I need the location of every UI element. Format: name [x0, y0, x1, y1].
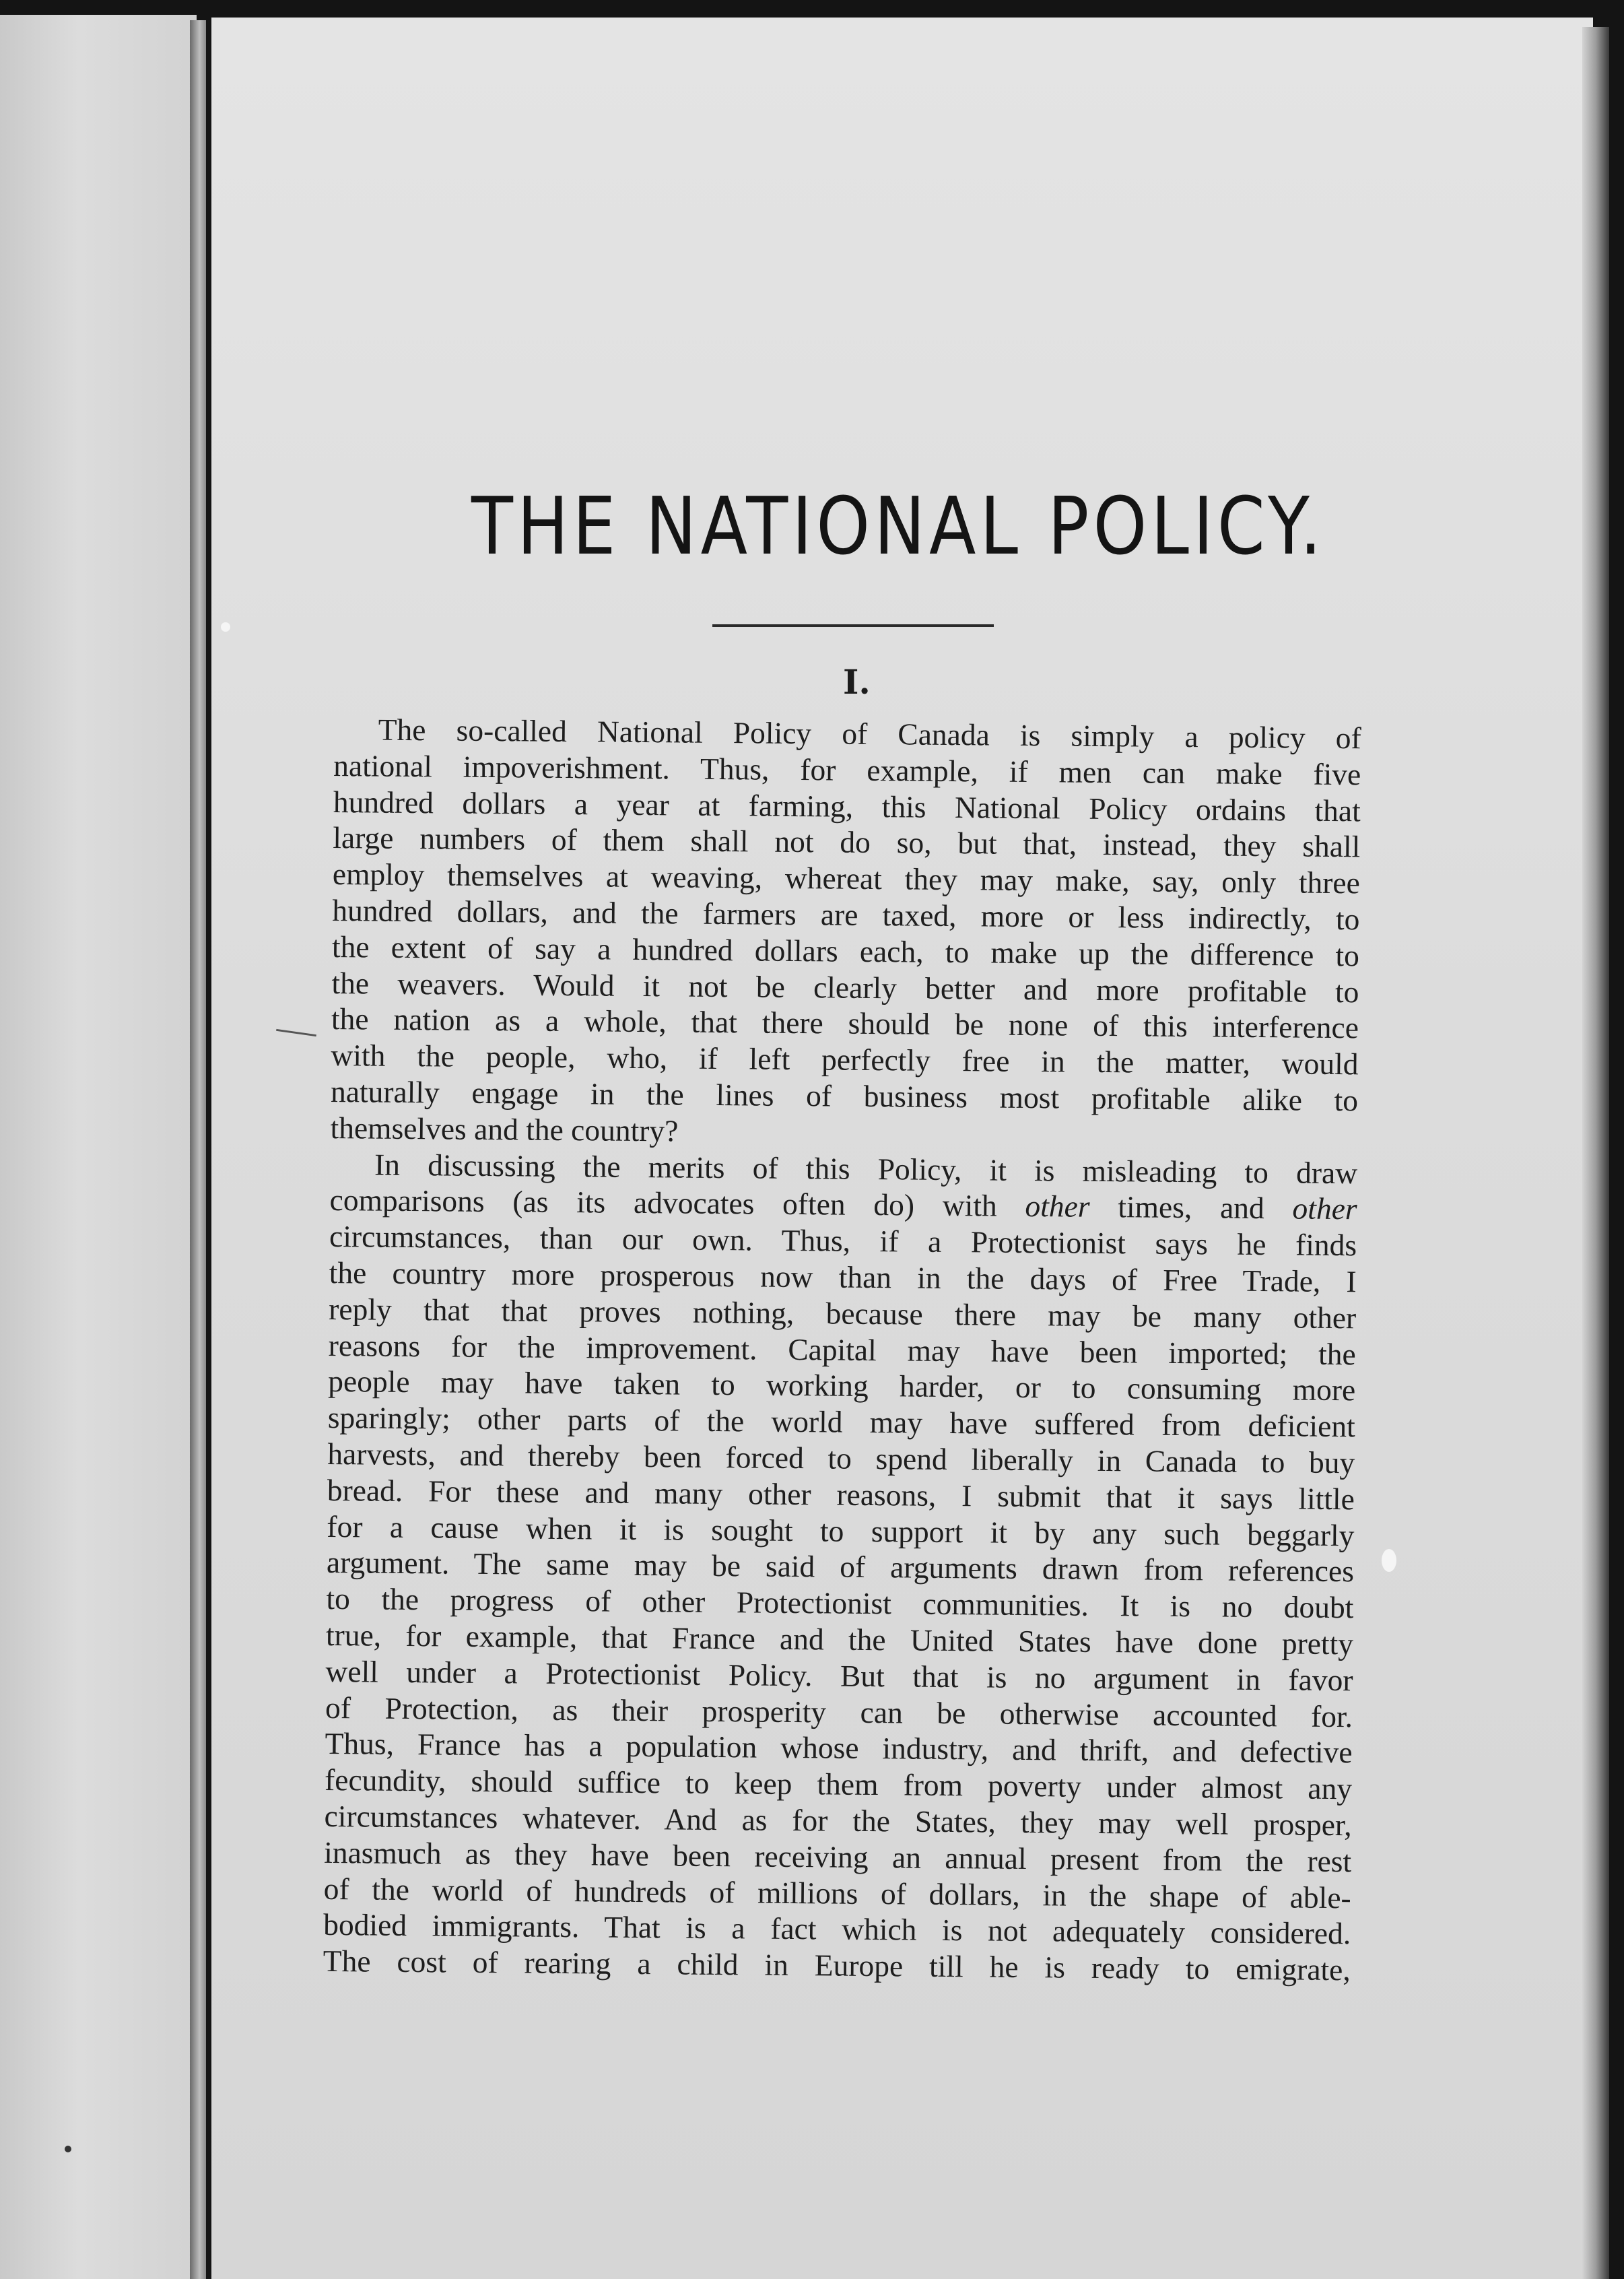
text-line: themselves and the country?	[330, 1110, 679, 1148]
text-line: employ themselves at weaving, whereat they may make, say, only three	[332, 857, 1361, 900]
text-line: In discussing the merits of this Policy, it is misleading to draw	[374, 1147, 1358, 1190]
scan-speck	[65, 2146, 71, 2152]
text-line: sparingly; other parts of the world may have suffered from deficient	[327, 1400, 1356, 1444]
text-line: circumstances, than our own. Thus, if a Protectionist says he finds	[329, 1219, 1357, 1263]
text-run: times, and	[1118, 1189, 1265, 1226]
text-line: with the people, who, if left perfectly free in the matter, would	[331, 1038, 1359, 1082]
text-line: of the world of hundreds of millions of dollars, in the shape of able-	[323, 1871, 1351, 1915]
text-run: comparisons (as its advocates often do) with	[329, 1183, 997, 1223]
paragraph-2	[323, 1146, 1358, 1989]
text-line: naturally engage in the lines of business most profitable alike to	[330, 1074, 1359, 1118]
section-number: I.	[843, 662, 871, 702]
text-line: circumstances whatever. And as for the States, they may well prosper,	[324, 1798, 1352, 1843]
paragraph-1	[330, 711, 1361, 1155]
text-line: reasons for the improvement. Capital may have been imported; the	[328, 1327, 1356, 1371]
left-page	[0, 15, 197, 2279]
text-line: true, for example, that France and the United States have done pretty	[325, 1617, 1354, 1661]
text-line: well under a Protectionist Policy. But that is no argument in favor	[325, 1653, 1353, 1697]
title-rule	[712, 624, 994, 627]
text-line: large numbers of them shall not do so, but that, instead, they shall	[333, 820, 1361, 864]
text-line: bread. For these and many other reasons, I submit that it says little	[327, 1472, 1355, 1517]
binding-edge	[190, 20, 206, 2279]
text-line: inasmuch as they have been receiving an annual present from the rest	[323, 1835, 1352, 1878]
italic-word: other	[1292, 1191, 1357, 1226]
text-line: Thus, France has a population whose industry, and thrift, and defective	[325, 1726, 1353, 1770]
text-line: The cost of rearing a child in Europe till he is ready to emigrate,	[323, 1944, 1351, 1987]
right-page-edge	[1582, 27, 1609, 2279]
text-line: the weavers. Would it not be clearly better and more profitable to	[331, 965, 1359, 1009]
text-line: to the progress of other Protectionist communities. It is no doubt	[326, 1581, 1354, 1625]
text-line: national impoverishment. Thus, for example, if men can make five	[333, 748, 1361, 792]
text-line: the extent of say a hundred dollars each, to make up the difference to	[331, 929, 1360, 973]
scan-speck	[221, 622, 230, 632]
text-line: hundred dollars, and the farmers are taxed, more or less indirectly, to	[332, 892, 1360, 937]
italic-word: other	[1025, 1189, 1090, 1224]
text-line: The so-called National Policy of Canada is simply a policy of	[378, 712, 1361, 756]
text-line: the country more prosperous now than in the days of Free Trade, I	[329, 1255, 1357, 1299]
text-line: bodied immigrants. That is a fact which is not adequately considered.	[323, 1907, 1351, 1951]
text-line: for a cause when it is sought to support it by any such beggarly	[327, 1509, 1355, 1552]
text-line: harvests, and thereby been forced to spend liberally in Canada to buy	[327, 1436, 1355, 1480]
page-title: THE NATIONAL POLICY.	[471, 480, 1326, 572]
text-line: of Protection, as their prosperity can be otherwise accounted for.	[325, 1690, 1353, 1733]
text-line: the nation as a whole, that there should be none of this interference	[331, 1001, 1359, 1045]
text-line: hundred dollars a year at farming, this National Policy ordains that	[333, 784, 1361, 828]
text-line: reply that that proves nothing, because there may be many other	[329, 1291, 1357, 1335]
scan-speck	[1382, 1549, 1396, 1572]
text-line: people may have taken to working harder, or to consuming more	[328, 1364, 1356, 1408]
text-line: argument. The same may be said of arguments drawn from references	[326, 1545, 1355, 1589]
body-text	[323, 711, 1361, 1988]
text-line: fecundity, should suffice to keep them from poverty under almost any	[324, 1762, 1353, 1806]
